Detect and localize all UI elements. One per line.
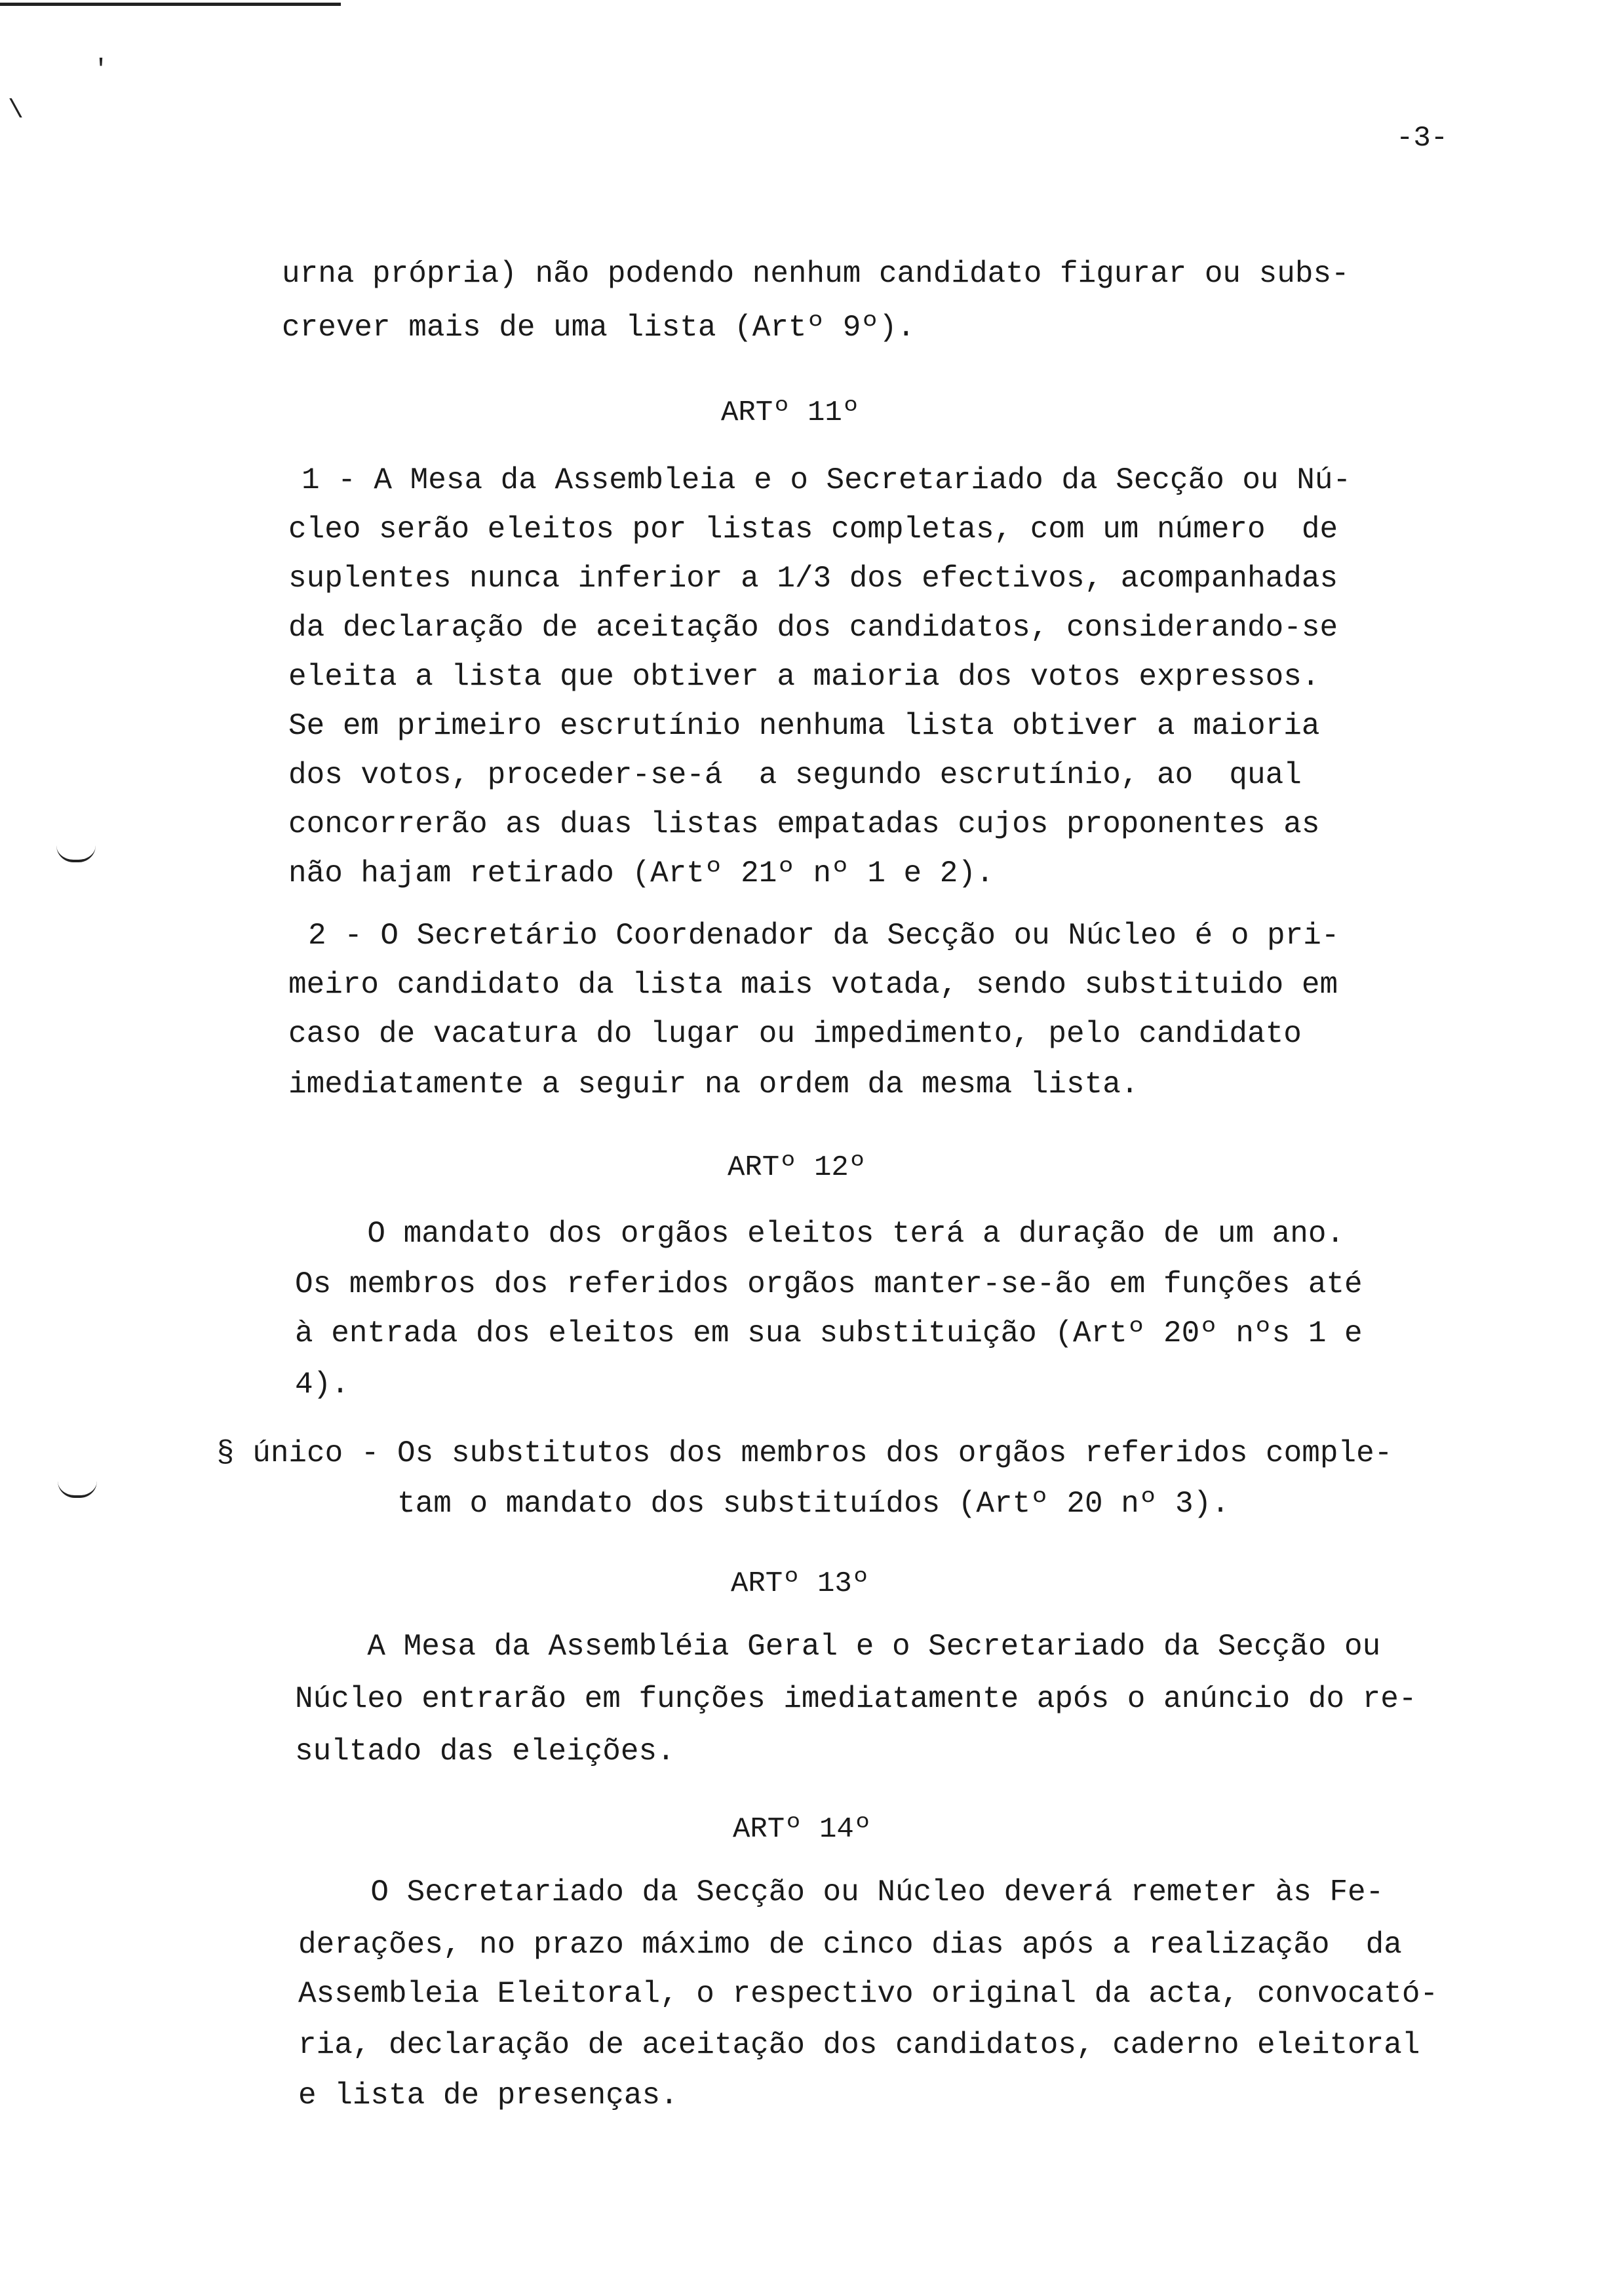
text-line: derações, no prazo máximo de cinco dias após a realização da bbox=[298, 1928, 1402, 1962]
scan-speck: \ bbox=[8, 96, 24, 126]
text-line: cleo serão eleitos por listas completas, com um número de bbox=[288, 512, 1338, 546]
text-line: Se em primeiro escrutínio nenhuma lista obtiver a maioria bbox=[288, 709, 1320, 743]
text-line: 1 - A Mesa da Assembleia e o Secretariado da Secção ou Nú- bbox=[302, 463, 1352, 497]
text-line: ria, declaração de aceitação dos candidatos, caderno eleitoral bbox=[298, 2028, 1420, 2062]
text-line: Assembleia Eleitoral, o respectivo original da acta, convocató- bbox=[298, 1977, 1439, 2011]
text-line: concorrerão as duas listas empatadas cujos proponentes as bbox=[288, 807, 1320, 841]
text-line: não hajam retirado (Artº 21º nº 1 e 2). bbox=[288, 856, 994, 890]
text-line: caso de vacatura do lugar ou impedimento, pelo candidato bbox=[288, 1017, 1302, 1051]
scan-top-rule bbox=[0, 3, 341, 6]
margin-mark bbox=[56, 845, 96, 862]
text-line: O mandato dos orgãos eleitos terá a duração de um ano. bbox=[295, 1217, 1345, 1251]
text-line: à entrada dos eleitos em sua substituição (Artº 20º nºs 1 e bbox=[295, 1316, 1363, 1350]
scan-speck: ' bbox=[93, 56, 109, 85]
text-line: Os membros dos referidos orgãos manter-se-ão em funções até bbox=[295, 1267, 1363, 1301]
text-line: eleita a lista que obtiver a maioria dos votos expressos. bbox=[288, 660, 1320, 694]
text-line: § único - Os substitutos dos membros dos orgãos referidos comple- bbox=[216, 1436, 1393, 1470]
text-line: sultado das eleições. bbox=[295, 1734, 675, 1769]
text-line: suplentes nunca inferior a 1/3 dos efectivos, acompanhadas bbox=[288, 562, 1338, 596]
margin-mark bbox=[58, 1481, 97, 1498]
text-line: crever mais de uma lista (Artº 9º). bbox=[282, 311, 916, 345]
text-line: tam o mandato dos substituídos (Artº 20 nº 3). bbox=[216, 1487, 1230, 1521]
text-line: dos votos, proceder-se-á a segundo escrutínio, ao qual bbox=[288, 758, 1302, 792]
text-line: A Mesa da Assembléia Geral e o Secretariado da Secção ou bbox=[295, 1630, 1381, 1664]
text-line: da declaração de aceitação dos candidatos, considerando-se bbox=[288, 611, 1338, 645]
text-line: Núcleo entrarão em funções imediatamente após o anúncio do re- bbox=[295, 1682, 1417, 1716]
article-heading: ARTº 14º bbox=[733, 1813, 872, 1846]
article-heading: ARTº 12º bbox=[728, 1151, 866, 1184]
text-line: O Secretariado da Secção ou Núcleo deverá remeter às Fe- bbox=[298, 1875, 1384, 1909]
text-line: imediatamente a seguir na ordem da mesma lista. bbox=[288, 1067, 1139, 1101]
text-line: 2 - O Secretário Coordenador da Secção ou Núcleo é o pri- bbox=[308, 919, 1340, 953]
page-number: -3- bbox=[1396, 122, 1449, 155]
text-line: urna própria) não podendo nenhum candidato figurar ou subs- bbox=[282, 257, 1350, 291]
article-heading: ARTº 11º bbox=[721, 396, 860, 429]
text-line: 4). bbox=[295, 1368, 349, 1402]
text-line: meiro candidato da lista mais votada, sendo substituido em bbox=[288, 968, 1338, 1002]
article-heading: ARTº 13º bbox=[731, 1567, 870, 1600]
text-line: e lista de presenças. bbox=[298, 2078, 678, 2113]
